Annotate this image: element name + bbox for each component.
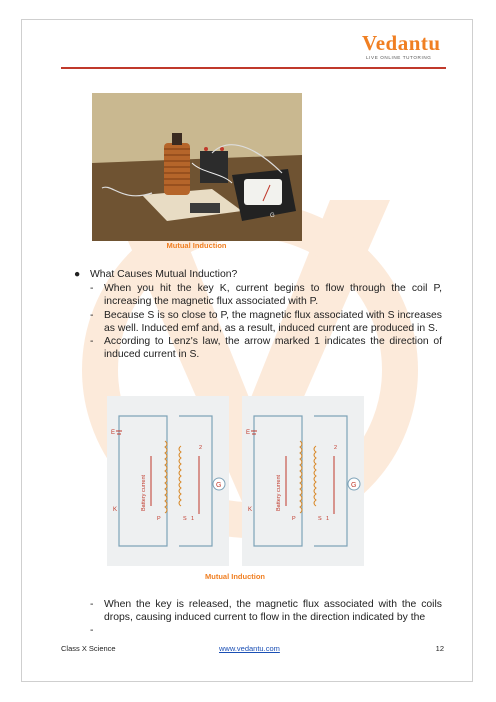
svg-text:K: K (248, 507, 253, 513)
section-content (74, 268, 442, 361)
continuation-content (90, 598, 442, 638)
svg-text:2: 2 (334, 445, 338, 451)
logo-wordmark: Vedantu (362, 31, 441, 55)
svg-text:2: 2 (199, 445, 203, 451)
svg-text:G: G (216, 482, 222, 489)
figure1-caption: Mutual Induction (166, 241, 227, 250)
svg-text:Battery current: Battery current (141, 474, 147, 511)
list-item: - When you hit the key K, current begins to flow through the coil P, increasing the magnetic flux associated with P. (90, 283, 442, 308)
svg-text:P: P (292, 516, 296, 522)
svg-text:1: 1 (191, 516, 195, 522)
vedantu-logo (362, 33, 447, 63)
circuit-panel-left (107, 396, 229, 566)
svg-text:Battery current: Battery current (276, 474, 282, 511)
footer-class-label: Class X Science (61, 644, 116, 653)
list-item: - According to Lenz's law, the arrow marked 1 indicates the direction of induced current in S. (90, 336, 442, 361)
meter-label: G (270, 213, 275, 219)
circuit-panel-right (242, 396, 364, 566)
list-item: - Because S is so close to P, the magnetic flux associated with S increases as well. Induced emf and, as a result, induced current are produced in S. (90, 309, 442, 334)
header-rule (61, 67, 446, 69)
svg-text:E: E (246, 430, 251, 436)
mutual-induction-apparatus-image (92, 93, 302, 241)
section-heading (74, 268, 442, 281)
page-number: 12 (435, 644, 444, 653)
figure2-caption: Mutual Induction (205, 572, 265, 581)
svg-text:S: S (318, 516, 322, 522)
list-item: - (90, 625, 94, 637)
list-item: - When the key is released, the magnetic flux associated with the coils drops, causing induced current to flow in the direction indicated by the (90, 599, 442, 624)
bullet-icon: ● (74, 269, 81, 280)
section-heading-text: What Causes Mutual Induction? (90, 269, 238, 280)
svg-text:G: G (351, 482, 357, 489)
footer-website-link[interactable]: www.vedantu.com (219, 644, 280, 653)
logo-tagline: LIVE ONLINE TUTORING (366, 55, 432, 60)
svg-text:S: S (183, 516, 187, 522)
svg-text:P: P (157, 516, 161, 522)
mutual-induction-circuit-diagram (107, 396, 364, 566)
svg-text:K: K (113, 507, 118, 513)
svg-text:1: 1 (326, 516, 330, 522)
svg-text:E: E (111, 430, 116, 436)
